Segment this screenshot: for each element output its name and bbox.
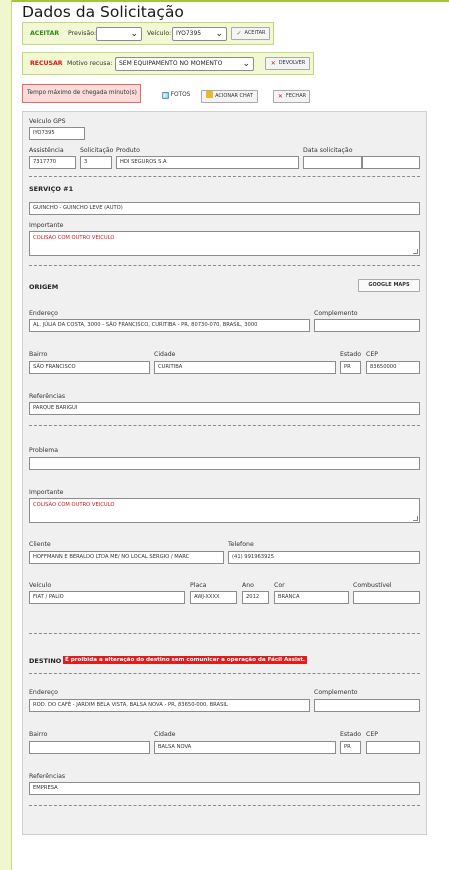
origem-referencias-label: Referências: [29, 393, 66, 400]
refuse-label: RECUSAR: [30, 60, 63, 67]
destino-cep-label: CEP: [366, 731, 378, 738]
destino-heading: DESTINO: [29, 657, 62, 665]
ano-label: Ano: [242, 582, 254, 589]
cor-field[interactable]: BRANCA: [274, 591, 349, 604]
chevron-down-icon: ⌄: [130, 29, 138, 39]
origem-estado-field[interactable]: PR: [340, 361, 361, 374]
destino-warning: É proibida a alteração do destino sem comunicar a operação da Fácil Assist.: [65, 657, 305, 663]
chevron-down-icon: ⌄: [215, 29, 223, 39]
arrival-time-alert: Tempo máximo de chegada minuto(s): [22, 84, 141, 103]
origem-estado-label: Estado: [340, 351, 362, 358]
veiculo-gps-field[interactable]: IYO7395: [29, 127, 85, 140]
placa-label: Placa: [190, 582, 207, 589]
assistencia-label: Assistência: [29, 147, 64, 154]
produto-field[interactable]: HDI SEGUROS S.A: [116, 156, 299, 169]
destino-estado-label: Estado: [340, 731, 362, 738]
origem-endereco-field[interactable]: AL. JÚLIA DA COSTA, 3000 - SÃO FRANCISCO, CURITIBA - PR, 80730-070, BRASIL, 3000: [29, 319, 310, 332]
produto-label: Produto: [116, 147, 140, 154]
divider: [29, 633, 420, 634]
request-details-panel: [22, 111, 427, 835]
destino-complemento-label: Complemento: [314, 689, 358, 696]
problema-field[interactable]: [29, 457, 420, 470]
solicitacao-label: Solicitação: [80, 147, 114, 154]
origem-bairro-field[interactable]: SÃO FRANCISCO: [29, 361, 150, 374]
veiculo-field[interactable]: FIAT / PALIO: [29, 591, 185, 604]
origem-cep-label: CEP: [366, 351, 378, 358]
telefone-label: Telefone: [228, 541, 254, 548]
destino-referencias-field[interactable]: EMPRESA: [29, 782, 420, 795]
destino-endereco-field[interactable]: ROD. DO CAFÉ - JARDIM BELA VISTA, BALSA NOVA - PR, 83650-000, BRASIL: [29, 699, 310, 712]
page-title: Dados da Solicitação: [22, 3, 184, 21]
motivo-label: Motivo recusa:: [67, 60, 113, 67]
cor-label: Cor: [274, 582, 285, 589]
motivo-recusa-select[interactable]: SEM EQUIPAMENTO NO MOMENTO ⌄: [115, 57, 254, 71]
origem-cep-field[interactable]: 83650000: [366, 361, 420, 374]
origem-referencias-field[interactable]: PARQUE BARIGUI: [29, 402, 420, 415]
destino-estado-field[interactable]: PR: [340, 741, 361, 754]
chevron-down-icon: ⌄: [242, 59, 250, 69]
refuse-panel: [22, 52, 314, 75]
previsao-select[interactable]: [96, 27, 142, 41]
google-maps-button[interactable]: GOOGLE MAPS: [358, 279, 420, 292]
divider: [29, 805, 420, 806]
chat-icon: [206, 91, 213, 98]
service-importante-textarea[interactable]: COLISAO COM OUTRO VEICULO: [29, 231, 420, 256]
divider: [29, 176, 420, 177]
divider: [29, 265, 420, 266]
origem-cidade-field[interactable]: CURITIBA: [154, 361, 336, 374]
placa-field[interactable]: AWJ-XXXX: [190, 591, 237, 604]
origem-bairro-label: Bairro: [29, 351, 48, 358]
ano-field[interactable]: 2012: [242, 591, 269, 604]
x-icon: ✕: [270, 60, 276, 67]
destino-bairro-field[interactable]: [29, 741, 150, 754]
combustivel-field[interactable]: [353, 591, 420, 604]
service-heading: SERVIÇO #1: [29, 185, 74, 193]
cliente-label: Cliente: [29, 541, 51, 548]
origem-complemento-field[interactable]: [314, 319, 420, 332]
destino-cidade-label: Cidade: [154, 731, 176, 738]
destino-bairro-label: Bairro: [29, 731, 48, 738]
devolver-button[interactable]: ✕ DEVOLVER: [265, 57, 310, 70]
destino-referencias-label: Referências: [29, 773, 66, 780]
accept-label: ACEITAR: [30, 30, 60, 37]
data-solicitacao-label: Data solicitação: [303, 147, 353, 154]
service-importante-label: Importante: [29, 222, 64, 229]
divider: [29, 673, 420, 674]
photos-icon: ▦: [162, 92, 168, 99]
destino-cep-field[interactable]: [366, 741, 420, 754]
data-solicitacao-date-field[interactable]: [303, 156, 362, 169]
fechar-button[interactable]: ✕ FECHAR: [273, 90, 310, 103]
veiculo-label: Veículo: [29, 582, 52, 589]
resize-grip-icon[interactable]: [413, 516, 418, 521]
origem-complemento-label: Complemento: [314, 310, 358, 317]
destino-endereco-label: Endereço: [29, 689, 58, 696]
accept-button[interactable]: ✓ ACEITAR: [231, 27, 270, 40]
origem-heading: ORIGEM: [29, 283, 59, 291]
close-icon: ✕: [277, 93, 283, 100]
veiculo-gps-label: Veículo GPS: [29, 118, 66, 125]
check-icon: ✓: [236, 30, 242, 37]
destino-complemento-field[interactable]: [314, 699, 420, 712]
assistencia-field[interactable]: 7317770: [29, 156, 76, 169]
origem-endereco-label: Endereço: [29, 310, 58, 317]
resize-grip-icon[interactable]: [413, 249, 418, 254]
veiculo-select[interactable]: IYO7395 ⌄: [172, 27, 227, 41]
divider: [29, 425, 420, 426]
accept-panel: [22, 22, 274, 45]
solicitacao-field[interactable]: 3: [80, 156, 112, 169]
cliente-field[interactable]: HOFFMANN E BERALDO LTDA ME/ NO LOCAL SERGIO / MARC: [29, 551, 224, 564]
previsao-label: Previsão:: [68, 30, 97, 37]
acionar-chat-button[interactable]: ACIONAR CHAT: [201, 90, 258, 103]
top-accent-bar: [0, 0, 449, 2]
problema-label: Problema: [29, 447, 59, 454]
data-solicitacao-time-field[interactable]: [362, 156, 420, 169]
veiculo-select-label: Veículo:: [147, 30, 172, 37]
destino-cidade-field[interactable]: BALSA NOVA: [154, 741, 336, 754]
origem-cidade-label: Cidade: [154, 351, 176, 358]
fotos-button[interactable]: ▦ FOTOS: [162, 92, 191, 99]
service-type-field[interactable]: GUINCHO - GUINCHO LEVE (AUTO): [29, 202, 420, 215]
left-sidebar-strip: [0, 0, 12, 870]
origem-importante-textarea[interactable]: COLISAO COM OUTRO VEICULO: [29, 498, 420, 523]
origem-importante-label: Importante: [29, 489, 64, 496]
combustivel-label: Combustível: [353, 582, 392, 589]
telefone-field[interactable]: (41) 991963925: [228, 551, 420, 564]
